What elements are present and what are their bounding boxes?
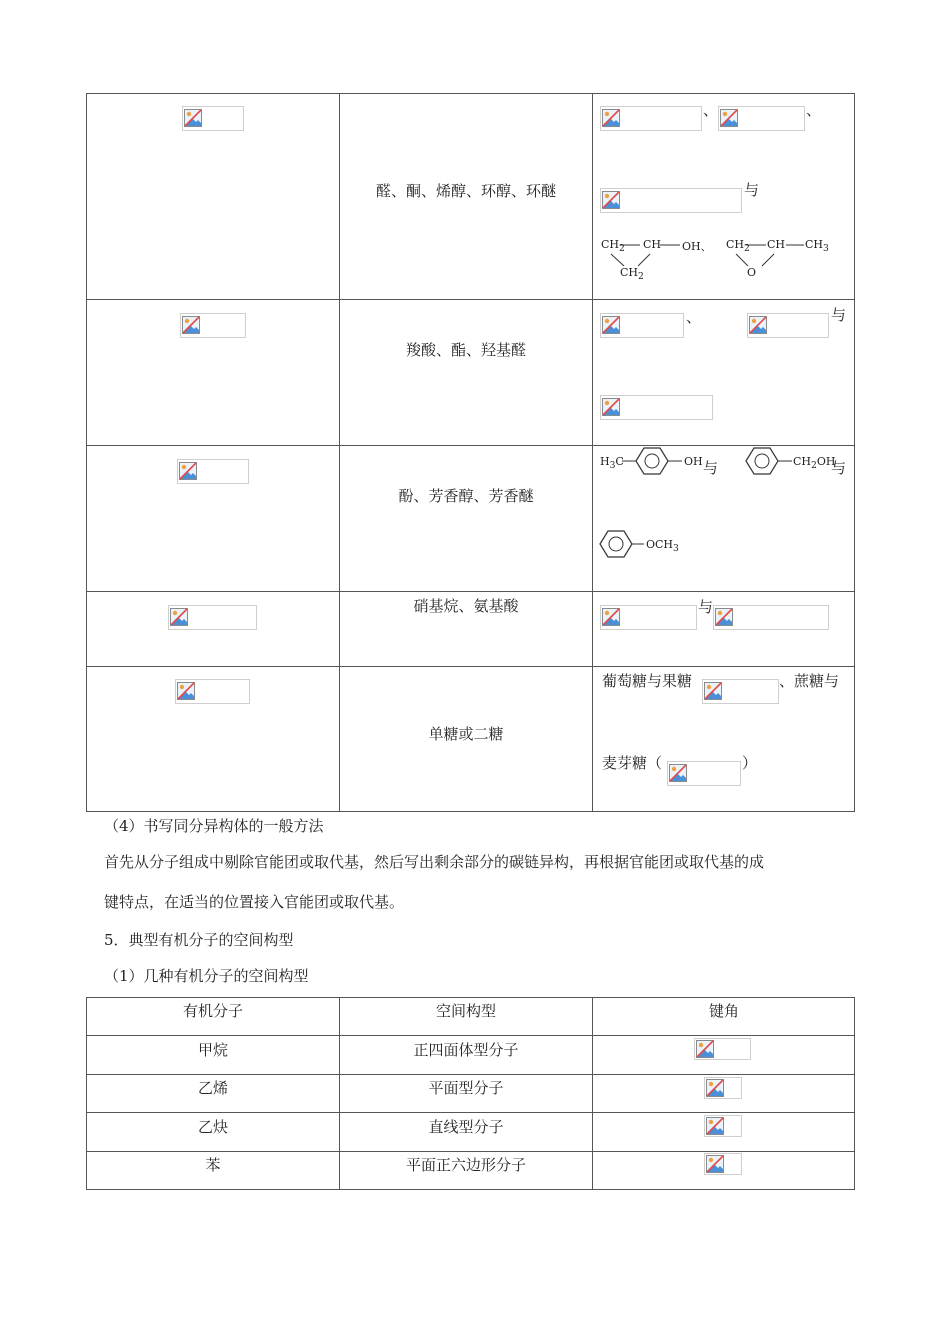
table-divider bbox=[86, 591, 855, 592]
section-heading: 5．典型有机分子的空间构型 bbox=[104, 931, 294, 949]
example-text: 葡萄糖与果糖 bbox=[602, 672, 693, 690]
formula-image-placeholder bbox=[168, 605, 257, 630]
molecule-name: 苯 bbox=[205, 1156, 221, 1174]
formula-text: CH bbox=[643, 238, 662, 251]
table-header: 空间构型 bbox=[435, 1002, 496, 1020]
section-subheading: （1）几种有机分子的空间构型 bbox=[104, 967, 309, 985]
formula-text: $OCH_3$ bbox=[646, 538, 679, 555]
broken-image-icon bbox=[602, 316, 620, 334]
formula-text: CH bbox=[767, 238, 786, 251]
formula-image-placeholder bbox=[182, 106, 244, 131]
example-image-placeholder bbox=[702, 679, 779, 704]
example-image-placeholder bbox=[600, 188, 742, 213]
molecule-name: 甲烷 bbox=[197, 1041, 228, 1059]
formula-text: $H_3C$ bbox=[600, 455, 624, 472]
broken-image-icon bbox=[706, 1155, 724, 1173]
example-text: 麦芽糖（ bbox=[602, 754, 663, 772]
table-divider bbox=[703, 445, 745, 446]
broken-image-icon bbox=[182, 316, 200, 334]
table-divider bbox=[86, 1112, 855, 1113]
table-divider bbox=[86, 299, 855, 300]
benzene-ring-icon bbox=[622, 444, 692, 478]
broken-image-icon bbox=[704, 682, 722, 700]
broken-image-icon bbox=[669, 764, 687, 782]
example-image-placeholder bbox=[600, 106, 702, 131]
table-divider bbox=[830, 445, 855, 446]
formula-text: $CH_2OH$ bbox=[793, 455, 836, 472]
conjunction: 与 bbox=[831, 459, 847, 477]
broken-image-icon bbox=[602, 109, 620, 127]
formula-text: $CH_3$ bbox=[805, 238, 829, 255]
paragraph-line: 键特点，在适当的位置接入官能团或取代基。 bbox=[104, 893, 405, 911]
bond-angle-image-placeholder bbox=[694, 1038, 751, 1060]
formula-image-placeholder bbox=[180, 313, 246, 338]
conjunction: 与 bbox=[744, 181, 760, 199]
geometry-label: 直线型分子 bbox=[428, 1118, 504, 1136]
example-image-placeholder bbox=[747, 313, 829, 338]
example-image-placeholder bbox=[713, 605, 829, 630]
broken-image-icon bbox=[177, 682, 195, 700]
paragraph-line: 首先从分子组成中剔除官能团或取代基，然后写出剩余部分的碳链异构，再根据官能团或取代基的成 bbox=[104, 853, 765, 871]
bond-angle-image-placeholder bbox=[704, 1153, 742, 1175]
table-divider bbox=[592, 445, 600, 446]
separator: 、 bbox=[806, 101, 822, 119]
table-divider bbox=[86, 1151, 855, 1152]
table-divider bbox=[86, 1074, 855, 1075]
example-image-placeholder bbox=[600, 313, 684, 338]
example-image-placeholder bbox=[718, 106, 805, 131]
broken-image-icon bbox=[179, 462, 197, 480]
geometry-label: 正四面体型分子 bbox=[413, 1041, 519, 1059]
broken-image-icon bbox=[170, 608, 188, 626]
example-image-placeholder bbox=[600, 605, 697, 630]
table-divider bbox=[592, 997, 593, 1190]
table-divider bbox=[592, 93, 593, 812]
geometry-label: 平面型分子 bbox=[428, 1079, 504, 1097]
separator: 、 bbox=[686, 308, 702, 326]
molecule-name: 乙烯 bbox=[197, 1079, 228, 1097]
broken-image-icon bbox=[706, 1117, 724, 1135]
example-text: ） bbox=[742, 754, 758, 772]
formula-image-placeholder bbox=[175, 679, 250, 704]
isomer-class-label: 酚、芳香醇、芳香醚 bbox=[398, 487, 534, 505]
broken-image-icon bbox=[602, 608, 620, 626]
bond-angle-image-placeholder bbox=[704, 1077, 742, 1099]
formula-text: $CH_2$ bbox=[601, 238, 625, 255]
geometry-label: 平面正六边形分子 bbox=[405, 1156, 526, 1174]
table-header: 键角 bbox=[708, 1002, 739, 1020]
broken-image-icon bbox=[720, 109, 738, 127]
example-image-placeholder bbox=[667, 761, 741, 786]
formula-image-placeholder bbox=[177, 459, 249, 484]
isomer-class-label: 单糖或二糖 bbox=[428, 725, 504, 743]
broken-image-icon bbox=[602, 398, 620, 416]
formula-text: OH bbox=[684, 455, 703, 468]
broken-image-icon bbox=[696, 1040, 714, 1058]
table-divider bbox=[86, 666, 855, 667]
example-image-placeholder bbox=[600, 395, 713, 420]
formula-text: OH、 bbox=[682, 240, 712, 253]
bond-angle-image-placeholder bbox=[704, 1115, 742, 1137]
table-header: 有机分子 bbox=[182, 1002, 243, 1020]
conjunction: 与 bbox=[703, 459, 719, 477]
isomer-class-label: 硝基烷、氨基酸 bbox=[413, 597, 519, 615]
broken-image-icon bbox=[706, 1079, 724, 1097]
broken-image-icon bbox=[602, 191, 620, 209]
isomer-class-label: 羧酸、酯、羟基醛 bbox=[405, 341, 526, 359]
section-heading: （4）书写同分异构体的一般方法 bbox=[104, 817, 324, 835]
separator: 、 bbox=[703, 101, 719, 119]
benzene-ring-icon bbox=[744, 444, 794, 478]
broken-image-icon bbox=[184, 109, 202, 127]
example-text: 、蔗糖与 bbox=[779, 672, 840, 690]
table-divider bbox=[86, 1035, 855, 1036]
broken-image-icon bbox=[715, 608, 733, 626]
conjunction: 与 bbox=[698, 598, 714, 616]
formula-text: O bbox=[747, 266, 757, 279]
conjunction: 与 bbox=[831, 306, 847, 324]
formula-text: $CH_2$ bbox=[726, 238, 750, 255]
isomer-class-label: 醛、酮、烯醇、环醇、环醚 bbox=[375, 182, 556, 200]
benzene-ring-icon bbox=[598, 527, 650, 561]
formula-text: $CH_2$ bbox=[620, 266, 644, 283]
molecule-name: 乙炔 bbox=[197, 1118, 228, 1136]
broken-image-icon bbox=[749, 316, 767, 334]
